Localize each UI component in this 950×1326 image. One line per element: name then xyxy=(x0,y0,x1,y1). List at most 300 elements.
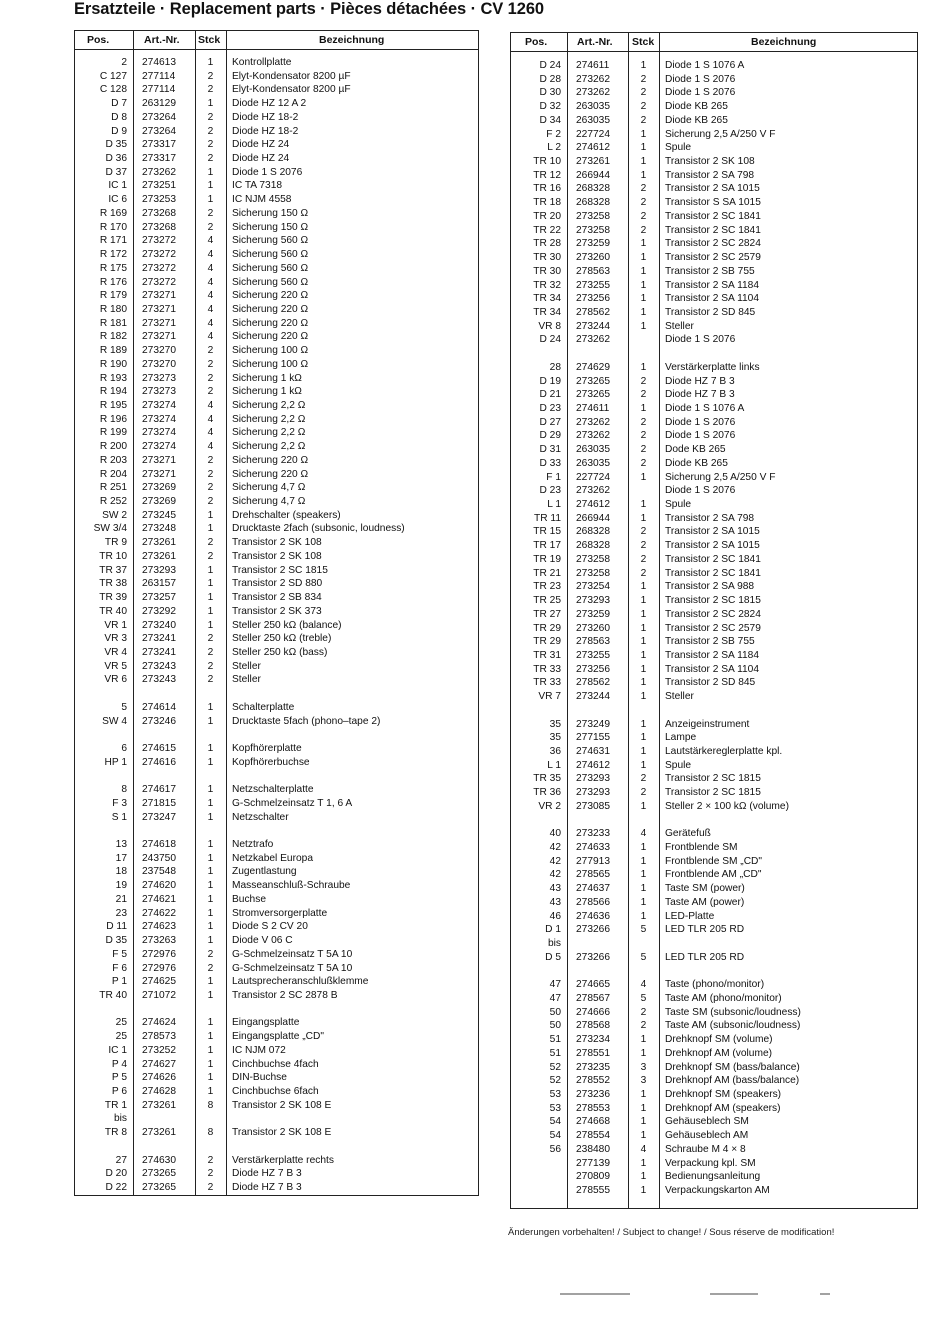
cell-desc: Diode S 2 CV 20 xyxy=(232,921,308,933)
cell-art: 274633 xyxy=(576,842,610,854)
cell-qty: 1 xyxy=(640,732,647,744)
cell-desc: Taste AM (power) xyxy=(665,896,745,908)
cell-desc: Transistor 2 SA 1015 xyxy=(665,526,760,538)
table-row xyxy=(511,169,917,183)
cell-art: 273252 xyxy=(142,1044,176,1056)
cell-qty: 1 xyxy=(640,1171,647,1183)
cell-desc: Steller 250 kΩ (bass) xyxy=(232,646,328,658)
cell-qty: 2 xyxy=(207,372,214,384)
cell-desc: Kontrollplatte xyxy=(232,57,292,68)
cell-pos: 53 xyxy=(549,1102,561,1114)
cell-pos: IC 1 xyxy=(108,1044,127,1056)
cell-qty: 1 xyxy=(640,60,647,71)
table-row xyxy=(75,289,478,303)
cell-qty: 2 xyxy=(207,482,214,494)
cell-art: 273293 xyxy=(576,787,610,799)
table-row xyxy=(75,920,478,934)
cell-pos: TR 11 xyxy=(534,512,561,524)
cell-desc: Steller xyxy=(232,660,261,672)
cell-desc: LED-Platte xyxy=(665,910,715,922)
cell-qty: 1 xyxy=(640,1116,647,1128)
table-row xyxy=(75,1140,478,1154)
cell-art: 274625 xyxy=(142,976,176,988)
cell-desc: Lautsprecheranschlußklemme xyxy=(232,976,369,988)
cell-qty: 1 xyxy=(207,880,214,892)
table-row xyxy=(75,97,478,111)
cell-qty: 1 xyxy=(207,976,214,988)
cell-pos: TR 38 xyxy=(99,578,127,590)
cell-qty: 1 xyxy=(640,306,647,318)
cell-art: 273256 xyxy=(576,293,610,305)
cell-qty: 2 xyxy=(207,1168,214,1180)
table-row xyxy=(511,676,917,690)
cell-qty: 1 xyxy=(207,852,214,864)
cell-pos: S 1 xyxy=(111,811,127,823)
cell-art: 273271 xyxy=(142,317,176,329)
table-row xyxy=(75,865,478,879)
table-row xyxy=(511,580,917,594)
table-row xyxy=(75,769,478,783)
cell-qty: 2 xyxy=(207,962,214,974)
cell-pos: 35 xyxy=(549,718,561,730)
cell-pos: 27 xyxy=(115,1154,127,1166)
cell-pos: TR 8 xyxy=(104,1127,127,1139)
cell-pos: TR 29 xyxy=(533,636,561,648)
cell-pos: 25 xyxy=(115,1031,127,1043)
cell-pos: C 127 xyxy=(99,70,127,82)
cell-pos: 52 xyxy=(549,1061,561,1073)
cell-pos: D 29 xyxy=(539,430,561,442)
cell-qty: 1 xyxy=(207,1044,214,1056)
cell-art: 272976 xyxy=(142,948,176,960)
cell-qty: 2 xyxy=(207,674,214,686)
table-row xyxy=(511,1184,917,1198)
cell-art: 227724 xyxy=(576,471,610,483)
cell-art: 273266 xyxy=(576,951,610,963)
cell-pos: SW 2 xyxy=(102,509,127,521)
cell-pos: D 23 xyxy=(539,403,561,414)
cell-art: 273271 xyxy=(142,454,176,466)
cell-art: 273258 xyxy=(576,210,610,222)
table-row xyxy=(511,978,917,992)
cell-pos: D 35 xyxy=(105,139,127,151)
cell-desc: Transistor 2 SK 108 xyxy=(232,550,322,562)
cell-desc: Bedienungsanleitung xyxy=(665,1171,761,1183)
cell-art: 273268 xyxy=(142,207,176,219)
table-row xyxy=(75,550,478,564)
cell-desc: Diode HZ 24 xyxy=(232,153,290,165)
cell-pos: D 11 xyxy=(106,921,127,933)
cell-pos: TR 10 xyxy=(533,156,561,168)
cell-desc: Transistor 2 SK 108 xyxy=(232,537,322,549)
table-row xyxy=(511,141,917,155)
cell-qty: 2 xyxy=(207,153,214,165)
table-row xyxy=(511,772,917,786)
cell-qty: 2 xyxy=(640,73,647,85)
cell-art: 274637 xyxy=(576,883,610,895)
table-row xyxy=(75,276,478,290)
cell-pos: P 6 xyxy=(111,1086,127,1097)
cell-qty: 4 xyxy=(207,427,214,439)
cell-pos: 17 xyxy=(115,852,127,864)
cell-qty: 1 xyxy=(640,128,647,140)
table-row xyxy=(75,70,478,84)
table-row xyxy=(511,1074,917,1088)
cell-pos: TR 23 xyxy=(533,581,561,593)
cell-desc: IC NJM 4558 xyxy=(232,194,292,206)
cell-pos: TR 21 xyxy=(533,567,561,579)
cell-desc: Sicherung 1 kΩ xyxy=(232,372,302,384)
cell-qty: 2 xyxy=(640,526,647,538)
cell-qty: 8 xyxy=(207,1127,214,1139)
cell-pos: D 37 xyxy=(105,166,127,178)
cell-art: 273272 xyxy=(142,249,176,261)
cell-pos: IC 6 xyxy=(108,194,127,206)
table-row xyxy=(75,605,478,619)
cell-pos: R 180 xyxy=(99,303,127,315)
table-row xyxy=(75,1071,478,1085)
table-row xyxy=(511,59,917,73)
cell-pos: 53 xyxy=(549,1089,561,1100)
cell-qty: 1 xyxy=(640,855,647,867)
cell-pos: TR 36 xyxy=(533,787,561,799)
cell-qty: 1 xyxy=(207,921,214,933)
cell-qty: 2 xyxy=(640,210,647,222)
cell-pos: 42 xyxy=(549,842,561,854)
cell-pos: TR 10 xyxy=(99,550,127,562)
table-row xyxy=(75,838,478,852)
table-row xyxy=(511,539,917,553)
cell-pos: R 199 xyxy=(99,427,127,439)
cell-qty: 1 xyxy=(640,759,647,771)
cell-pos: TR 27 xyxy=(533,608,561,620)
table-row xyxy=(75,248,478,262)
table-row xyxy=(511,1088,917,1102)
cell-qty: 4 xyxy=(207,249,214,261)
cell-art: 273273 xyxy=(142,386,176,398)
table-row xyxy=(75,1181,478,1195)
cell-qty: 1 xyxy=(207,1058,214,1070)
cell-art: 273244 xyxy=(576,320,610,332)
cell-pos: 46 xyxy=(549,910,561,922)
table-row xyxy=(511,1129,917,1143)
table-row xyxy=(511,1019,917,1033)
cell-pos: 43 xyxy=(549,896,561,908)
table-row xyxy=(511,375,917,389)
cell-pos: 43 xyxy=(549,883,561,895)
cell-desc: Spule xyxy=(665,499,692,511)
cell-desc: Transistor 2 SB 834 xyxy=(232,592,322,604)
cell-art: 268328 xyxy=(576,197,610,209)
table-row xyxy=(75,83,478,97)
cell-qty: 2 xyxy=(640,1006,647,1018)
cell-art: 273265 xyxy=(576,375,610,387)
table-row xyxy=(511,443,917,457)
cell-qty: 2 xyxy=(640,444,647,456)
cell-pos: F 5 xyxy=(112,948,127,960)
cell-desc: Sicherung 2,2 Ω xyxy=(232,441,306,453)
cell-art: 273234 xyxy=(576,1034,610,1046)
cell-qty: 2 xyxy=(207,358,214,370)
table-row xyxy=(511,429,917,443)
cell-pos: TR 40 xyxy=(99,989,127,1001)
cell-desc: Drehknopf AM (speakers) xyxy=(665,1102,781,1114)
cell-pos: TR 22 xyxy=(533,224,561,236)
col-header-art: Art.-Nr. xyxy=(577,36,613,48)
cell-qty: 1 xyxy=(640,320,647,332)
cell-desc: Sicherung 220 Ω xyxy=(232,331,309,343)
cell-qty: 2 xyxy=(207,345,214,357)
cell-qty: 2 xyxy=(207,1182,214,1194)
cell-art: 271815 xyxy=(142,797,176,809)
cell-art: 227724 xyxy=(576,128,610,140)
cell-pos: F 1 xyxy=(546,471,561,483)
cell-art: 273264 xyxy=(142,111,176,123)
cell-desc: Transistor 2 SD 845 xyxy=(665,306,756,318)
table-row xyxy=(75,632,478,646)
cell-art: 274611 xyxy=(576,60,610,71)
cell-desc: Transistor 2 SC 1841 xyxy=(665,224,761,236)
table-row xyxy=(511,196,917,210)
cell-art: 273258 xyxy=(576,567,610,579)
cell-art: 273272 xyxy=(142,276,176,288)
cell-qty: 2 xyxy=(207,1154,214,1166)
cell-art: 278568 xyxy=(576,1020,610,1032)
table-row xyxy=(75,660,478,674)
cell-desc: Sicherung 220 Ω xyxy=(232,468,309,480)
cell-desc: Diode KB 265 xyxy=(665,457,728,469)
cell-qty: 1 xyxy=(640,691,647,703)
cell-pos: 35 xyxy=(549,732,561,744)
table-row xyxy=(511,498,917,512)
cell-qty: 1 xyxy=(640,169,647,181)
cell-desc: LED TLR 205 RD xyxy=(665,924,745,936)
cell-pos: R 171 xyxy=(99,235,127,247)
cell-qty: 1 xyxy=(640,581,647,593)
cell-desc: Gerätefuß xyxy=(665,828,711,840)
table-row xyxy=(75,1167,478,1181)
cell-art: 266944 xyxy=(576,512,610,524)
cell-qty: 1 xyxy=(207,989,214,1001)
cell-art: 278562 xyxy=(576,306,610,318)
cell-qty: 2 xyxy=(207,221,214,233)
cell-pos: VR 2 xyxy=(538,800,561,812)
cell-art: 273085 xyxy=(576,800,610,812)
table-row xyxy=(511,841,917,855)
cell-pos: D 5 xyxy=(545,951,561,963)
cell-desc: Kopfhörerplatte xyxy=(232,743,302,754)
cell-pos: 54 xyxy=(549,1116,561,1128)
table-row xyxy=(511,100,917,114)
table-row xyxy=(75,234,478,248)
cell-qty: 1 xyxy=(207,715,214,727)
cell-pos: D 21 xyxy=(539,389,561,401)
table-row xyxy=(75,303,478,317)
cell-pos: R 179 xyxy=(99,290,127,302)
cell-qty: 1 xyxy=(207,839,214,851)
cell-pos: P 5 xyxy=(111,1072,127,1084)
table-row xyxy=(75,783,478,797)
cell-desc: Transistor 2 SC 1815 xyxy=(665,773,761,785)
cell-pos: 56 xyxy=(549,1143,561,1155)
cell-qty: 1 xyxy=(640,499,647,511)
cell-desc: Steller 250 kΩ (balance) xyxy=(232,619,342,631)
cell-art: 273243 xyxy=(142,674,176,686)
table-row xyxy=(75,385,478,399)
cell-pos: F 3 xyxy=(112,797,127,809)
cell-desc: Drehknopf AM (volume) xyxy=(665,1047,773,1059)
cell-desc: Diode 1 S 2076 xyxy=(665,485,736,497)
table-row xyxy=(511,1170,917,1184)
cell-qty: 1 xyxy=(640,1185,647,1197)
cell-pos: 42 xyxy=(549,869,561,881)
cell-qty: 2 xyxy=(207,111,214,123)
cell-desc: Taste (phono/monitor) xyxy=(665,979,765,991)
cell-pos: SW 3/4 xyxy=(93,523,127,535)
cell-desc: Drucktaste 2fach (subsonic, loudness) xyxy=(232,523,405,535)
cell-qty: 5 xyxy=(640,992,647,1004)
cell-art: 273241 xyxy=(142,633,176,645)
cell-desc: Transistor 2 SC 1815 xyxy=(665,595,761,607)
cell-art: 263035 xyxy=(576,114,610,126)
cell-desc: Diode 1 S 2076 xyxy=(665,87,736,99)
cell-art: 274618 xyxy=(142,839,176,851)
cell-qty: 1 xyxy=(207,523,214,535)
cell-desc: Sicherung 100 Ω xyxy=(232,345,309,357)
cell-desc: Eingangsplatte „CD" xyxy=(232,1031,324,1043)
cell-pos: R 196 xyxy=(99,413,127,425)
table-row xyxy=(511,292,917,306)
cell-qty: 1 xyxy=(207,743,214,754)
parts-table-right xyxy=(510,32,918,1209)
cell-art: 273258 xyxy=(576,553,610,565)
cell-pos: 42 xyxy=(549,855,561,867)
table-row xyxy=(511,704,917,718)
cell-art: 273256 xyxy=(576,663,610,675)
table-row xyxy=(75,344,478,358)
table-row xyxy=(511,663,917,677)
cell-qty: 2 xyxy=(640,567,647,579)
table-row xyxy=(75,138,478,152)
cell-qty: 1 xyxy=(207,797,214,809)
cell-desc: Steller 2 × 100 kΩ (volume) xyxy=(665,800,789,812)
cell-art: 274624 xyxy=(142,1017,176,1029)
cell-qty: 1 xyxy=(640,869,647,881)
cell-art: 274630 xyxy=(142,1154,176,1166)
cell-qty: 2 xyxy=(640,787,647,799)
cell-desc: Taste AM (subsonic/loudness) xyxy=(665,1020,801,1032)
cell-art: 273241 xyxy=(142,646,176,658)
cell-pos: bis xyxy=(113,1113,127,1125)
cell-desc: G-Schmelzeinsatz T 1, 6 A xyxy=(232,797,353,809)
cell-art: 278563 xyxy=(576,636,610,648)
table-row xyxy=(75,1016,478,1030)
cell-desc: Transistor 2 SD 845 xyxy=(665,677,756,689)
cell-art: 238480 xyxy=(576,1143,610,1155)
table-row xyxy=(75,948,478,962)
cell-art: 274665 xyxy=(576,979,610,991)
cell-qty: 1 xyxy=(207,756,214,768)
table-row xyxy=(511,86,917,100)
cell-pos: TR 37 xyxy=(99,564,127,576)
cell-desc: Transistor 2 SC 2579 xyxy=(665,252,761,264)
cell-desc: Diode HZ 7 B 3 xyxy=(232,1168,302,1180)
cell-desc: Netztrafo xyxy=(232,839,274,851)
table-row xyxy=(511,896,917,910)
cell-pos: 54 xyxy=(549,1130,561,1142)
scan-smudge xyxy=(820,1293,830,1295)
col-header-desc: Bezeichnung xyxy=(319,34,385,46)
cell-desc: Transistor 2 SA 798 xyxy=(665,169,755,181)
cell-desc: Frontblende AM „CD" xyxy=(665,869,762,881)
cell-desc: Sicherung 560 Ω xyxy=(232,276,309,288)
cell-pos: D 22 xyxy=(105,1182,127,1194)
table-row xyxy=(75,440,478,454)
table-row xyxy=(75,742,478,756)
cell-qty: 1 xyxy=(640,279,647,291)
cell-qty: 2 xyxy=(640,553,647,565)
cell-desc: Diode HZ 12 A 2 xyxy=(232,98,307,110)
cell-qty: 2 xyxy=(640,114,647,126)
cell-art: 273251 xyxy=(142,180,176,192)
table-row xyxy=(511,347,917,361)
cell-desc: Frontblende SM xyxy=(665,842,738,854)
cell-qty: 2 xyxy=(207,660,214,672)
cell-desc: Sicherung 4,7 Ω xyxy=(232,482,306,494)
cell-desc: Spule xyxy=(665,142,692,154)
cell-qty: 4 xyxy=(640,828,647,840)
cell-desc: Sicherung 2,2 Ω xyxy=(232,427,306,439)
cell-qty: 4 xyxy=(207,413,214,425)
table-row xyxy=(511,1047,917,1061)
cell-art: 273260 xyxy=(576,622,610,634)
cell-pos: 8 xyxy=(121,784,127,796)
table-row xyxy=(75,426,478,440)
cell-pos: SW 4 xyxy=(102,715,127,727)
table-row xyxy=(75,262,478,276)
cell-desc: Diode 1 S 2076 xyxy=(665,334,736,346)
cell-desc: Taste SM (power) xyxy=(665,883,745,895)
cell-art: 270809 xyxy=(576,1171,610,1183)
cell-qty: 2 xyxy=(207,948,214,960)
cell-qty: 3 xyxy=(640,1061,647,1073)
cell-art: 274622 xyxy=(142,907,176,919)
cell-pos: R 203 xyxy=(99,454,127,466)
cell-desc: Sicherung 560 Ω xyxy=(232,249,309,261)
cell-desc: Sicherung 2,5 A/250 V F xyxy=(665,128,776,140)
cell-pos: R 169 xyxy=(99,207,127,219)
cell-pos: 50 xyxy=(549,1006,561,1018)
cell-desc: Sicherung 150 Ω xyxy=(232,221,309,233)
cell-art: 274621 xyxy=(142,893,176,905)
cell-pos: TR 25 xyxy=(533,595,561,607)
cell-qty: 1 xyxy=(207,811,214,823)
cell-desc: Diode KB 265 xyxy=(665,114,728,126)
cell-pos: 47 xyxy=(549,992,561,1004)
table-row xyxy=(75,536,478,550)
table-row xyxy=(75,193,478,207)
cell-pos: 52 xyxy=(549,1075,561,1087)
table-row xyxy=(511,320,917,334)
cell-pos: IC 1 xyxy=(108,180,127,192)
cell-desc: G-Schmelzeinsatz T 5A 10 xyxy=(232,948,353,960)
cell-qty: 4 xyxy=(640,979,647,991)
table-row xyxy=(511,265,917,279)
cell-pos: L 2 xyxy=(547,142,561,154)
cell-qty: 2 xyxy=(207,207,214,219)
table-row xyxy=(75,687,478,701)
cell-art: 278552 xyxy=(576,1075,610,1087)
